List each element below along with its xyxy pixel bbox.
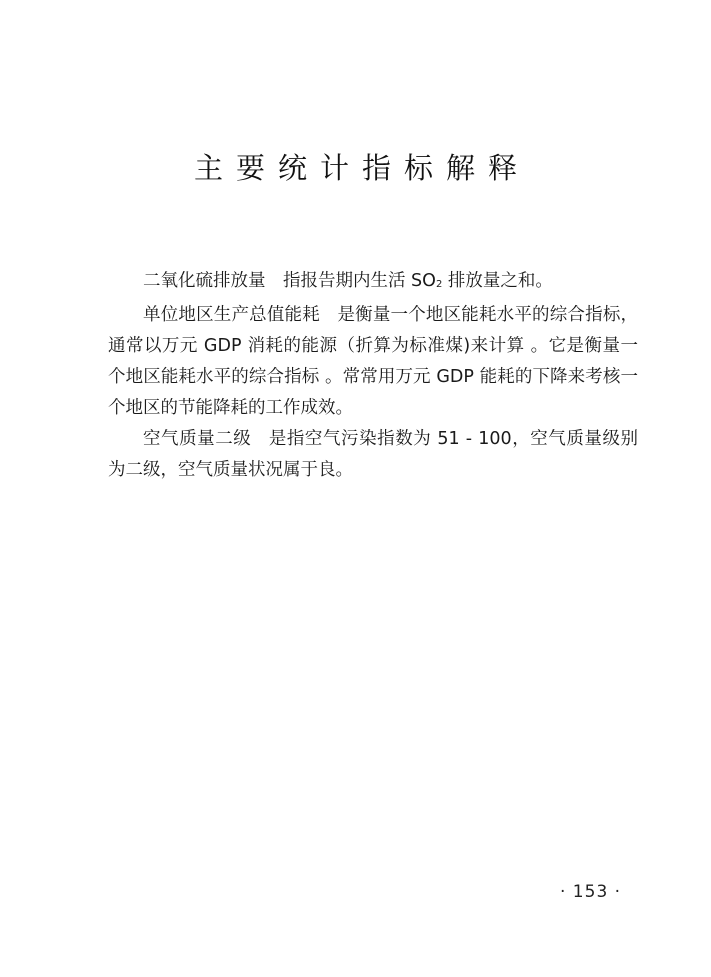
definition-so2-text: 指报告期内生活 SO bbox=[283, 271, 436, 291]
term-air-quality-grade: 空气质量二级 bbox=[143, 429, 252, 449]
definition-paragraph-air-quality bbox=[108, 424, 638, 486]
page-title: 主要统计指标解释 bbox=[193, 151, 530, 185]
definition-paragraph-so2 bbox=[108, 266, 638, 300]
definitions-body bbox=[108, 266, 638, 486]
term-energy-consumption: 单位地区生产总值能耗 bbox=[143, 305, 320, 325]
definition-energy-text: 是衡量一个地区能耗水平的综合指标，通常以万元 GDP 消耗的能源（折算为标准煤)来计算 。它是衡量一个地区能耗水平的综合指标 。常常用万元 GDP 能耗的下降来考核一个地区的节能降耗的工作成效。 bbox=[108, 305, 639, 418]
term-so2-emission: 二氧化硫排放量 bbox=[143, 271, 266, 291]
definition-so2-text-end: 排放量之和。 bbox=[442, 271, 553, 291]
so2-subscript: 2 bbox=[435, 279, 443, 290]
definition-paragraph-energy bbox=[108, 300, 638, 424]
page-number: · 153 · bbox=[560, 882, 622, 902]
definition-air-quality-text: 是指空气污染指数为 51 - 100，空气质量级别为二级，空气质量状况属于良。 bbox=[108, 429, 639, 480]
